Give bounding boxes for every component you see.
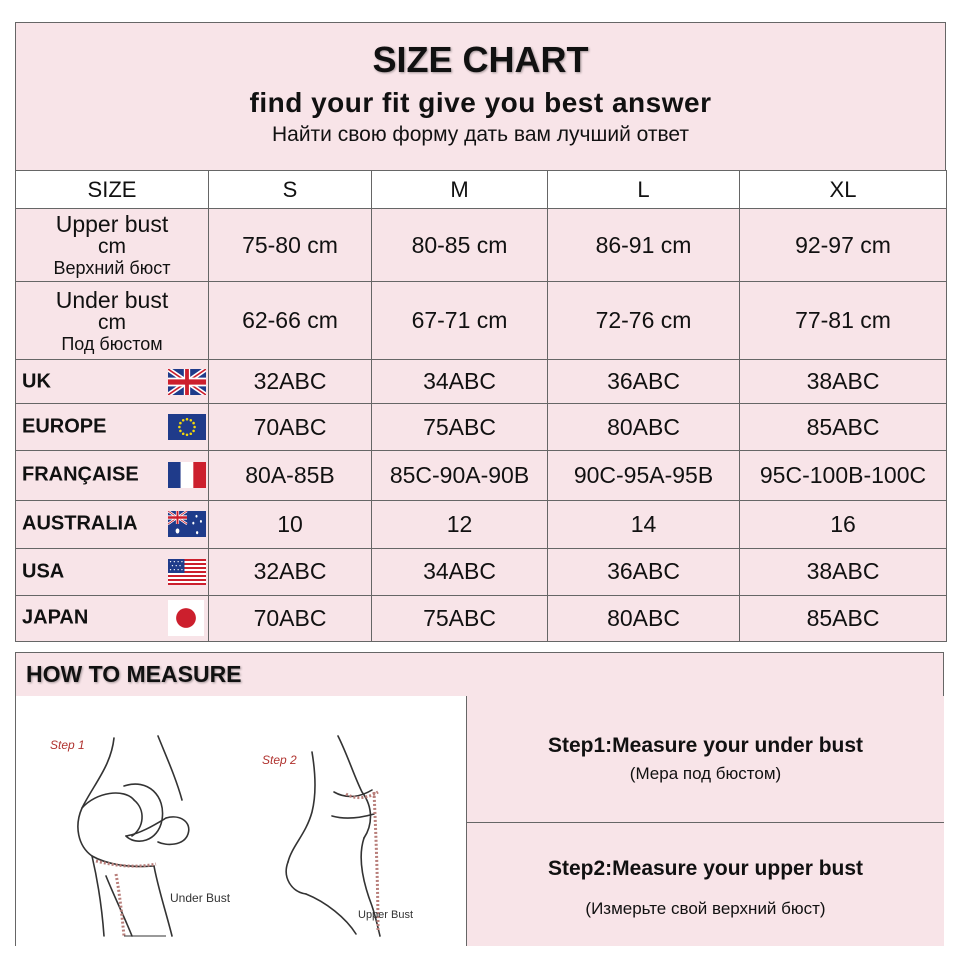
step2-illustration-label: Step 2	[262, 753, 297, 767]
table-cell: 34ABC	[372, 360, 548, 404]
size-table	[15, 170, 947, 642]
how-to-measure-title: HOW TO MEASURE	[26, 661, 242, 687]
under-bust-illustration-label: Under Bust	[170, 891, 231, 905]
step2-panel	[467, 823, 944, 946]
table-cell: 80ABC	[548, 404, 740, 450]
table-cell: 80-85 cm	[372, 209, 548, 282]
table-cell: 72-76 cm	[548, 282, 740, 360]
table-cell: 67-71 cm	[372, 282, 548, 360]
table-cell: 16	[740, 500, 947, 548]
upper-bust-label	[16, 213, 208, 277]
step1-illustration-label: Step 1	[50, 738, 85, 752]
table-cell: 75ABC	[372, 404, 548, 450]
table-cell: 14	[548, 500, 740, 548]
france-flag-icon	[168, 462, 206, 488]
size-header-cell: M	[372, 171, 548, 209]
step2-instruction-russian: (Измерьте свой верхний бюст)	[585, 899, 826, 918]
country-cell	[16, 548, 209, 595]
country-name: AUSTRALIA	[22, 512, 138, 535]
table-cell: 32ABC	[209, 360, 372, 404]
measuring-figures-illustration	[16, 696, 466, 946]
step1-panel	[467, 696, 944, 823]
page-subtitle-russian: Найти свою форму дать вам лучший ответ	[271, 123, 690, 146]
step2-instruction: Step2:Measure your upper bust	[547, 857, 864, 880]
table-cell: 85ABC	[740, 404, 947, 450]
table-cell: 70ABC	[209, 595, 372, 641]
table-cell: 70ABC	[209, 404, 372, 450]
measurement-illustration	[16, 696, 467, 946]
upper-bust-label-cell	[16, 209, 209, 282]
table-cell: 62-66 cm	[209, 282, 372, 360]
table-row	[16, 360, 947, 404]
step1-instruction: Step1:Measure your under bust	[547, 734, 864, 757]
table-cell: 75-80 cm	[209, 209, 372, 282]
upper-bust-illustration-label: Upper Bust	[358, 909, 414, 921]
measurement-unit: cm	[98, 310, 126, 334]
size-header-cell: XL	[740, 171, 947, 209]
measurement-name: Under bust	[55, 286, 169, 313]
measurement-name-russian: Верхний бюст	[53, 258, 171, 279]
under-bust-label-cell	[16, 282, 209, 360]
size-header-cell: L	[548, 171, 740, 209]
country-name: JAPAN	[22, 606, 89, 629]
table-cell: 38ABC	[740, 548, 947, 595]
table-cell: 85C-90A-90B	[372, 450, 548, 500]
table-row	[16, 209, 947, 282]
table-cell: 75ABC	[372, 595, 548, 641]
uk-flag-icon	[168, 369, 206, 395]
measurement-unit: cm	[98, 235, 126, 259]
country-cell	[16, 595, 209, 641]
country-cell	[16, 450, 209, 500]
eu-flag-icon	[168, 414, 206, 440]
table-cell: 32ABC	[209, 548, 372, 595]
size-header-cell: S	[209, 171, 372, 209]
country-name: UK	[22, 370, 51, 393]
table-row	[16, 282, 947, 360]
size-chart-header	[15, 22, 946, 172]
page-title: SIZE CHART	[372, 39, 589, 80]
table-row	[16, 404, 947, 450]
japan-flag-icon	[166, 600, 206, 636]
table-cell: 80ABC	[548, 595, 740, 641]
table-cell: 36ABC	[548, 360, 740, 404]
table-cell: 80A-85B	[209, 450, 372, 500]
country-name: FRANÇAISE	[22, 463, 139, 486]
table-cell: 10	[209, 500, 372, 548]
table-cell: 90C-95A-95B	[548, 450, 740, 500]
country-cell	[16, 500, 209, 548]
table-header-row	[16, 171, 947, 209]
table-cell: 86-91 cm	[548, 209, 740, 282]
measurement-name-russian: Под бюстом	[61, 333, 163, 354]
table-cell: 34ABC	[372, 548, 548, 595]
under-bust-label	[16, 286, 208, 354]
table-row	[16, 548, 947, 595]
table-cell: 77-81 cm	[740, 282, 947, 360]
table-cell: 92-97 cm	[740, 209, 947, 282]
table-cell: 85ABC	[740, 595, 947, 641]
measurement-name: Upper bust	[55, 211, 169, 238]
how-to-measure-section	[15, 652, 944, 946]
country-name: USA	[22, 560, 65, 583]
country-cell	[16, 360, 209, 404]
table-row	[16, 500, 947, 548]
page-subtitle: find your fit give you best answer	[249, 87, 712, 118]
table-cell: 36ABC	[548, 548, 740, 595]
table-cell: 12	[372, 500, 548, 548]
how-to-measure-header	[16, 653, 943, 697]
table-cell: 38ABC	[740, 360, 947, 404]
size-label-cell: SIZE	[16, 171, 209, 209]
australia-flag-icon	[168, 511, 206, 537]
usa-flag-icon	[168, 559, 206, 585]
table-row	[16, 450, 947, 500]
step1-instruction-russian: (Мера под бюстом)	[629, 764, 782, 783]
country-cell	[16, 404, 209, 450]
country-name: EUROPE	[22, 415, 107, 438]
table-cell: 95C-100B-100C	[740, 450, 947, 500]
table-row	[16, 595, 947, 641]
